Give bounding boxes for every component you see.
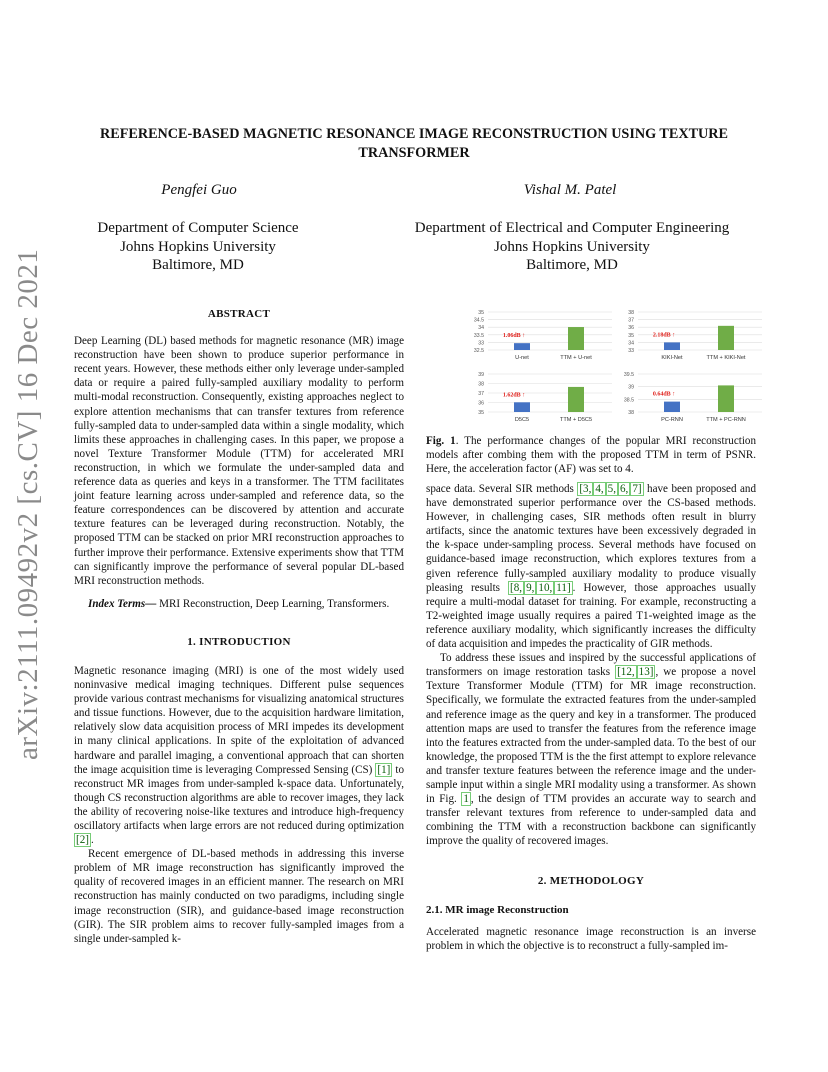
intro-heading: 1. INTRODUCTION <box>187 635 291 648</box>
bar-chart <box>466 368 616 430</box>
y-tick-label: 38 <box>628 410 634 416</box>
affiliation-line: Johns Hopkins University <box>494 238 650 255</box>
arxiv-identifier: arXiv:2111.09492v2 [cs.CV] 16 Dec 2021 <box>12 248 44 760</box>
baseline-bar <box>664 342 680 350</box>
citation-link[interactable]: 7] <box>632 483 642 495</box>
y-tick-label: 37 <box>478 391 484 397</box>
intro-paragraph: Magnetic resonance imaging (MRI) is one of the most widely used noninvasive medical imaging techniques. Different pulse sequences provide various contrast mechanisms for visualizing anatomical structures and tissue functions. However, due to the acquisition hardware limitation, relatively slow data acquisition process of MRI impedes its development in many clinical applications. In spite of the exploitation of advanced hardware and parallel imaging, a conventional approach that can shorten the image acquisition time is leveraging Compressed Sensing (CS) [1] to reconstruct MR images from under-sampled k-space data. Unfortunately, though CS reconstruction algorithms are able to recover images, they lack the ability of recovering noise-like textures and introduce high-frequency oscillatory artifacts when large errors are not reduced during optimization [2] . <box>74 664 404 847</box>
citation-link[interactable]: [12, <box>617 666 635 679</box>
abstract-text: Deep Learning (DL) based methods for magnetic resonance (MR) image reconstruction have been shown to produce superior performance in recent years. However, these methods either only leverage under-sampled data or require a paired fully-sampled auxiliary modality to perform multi-modal reconstruction. Consequently, existing approaches neglect to explore attention mechanisms that can transfer textures from reference fully-sampled data to under-sampled data within a single modality, which limits these approaches in challenging cases. In this paper, we propose a novel Texture Transformer Module (TTM) for accelerated MRI reconstruction, in which we formulate the under-sampled data and reference data as queries and keys in a transformer. The TTM facilitates joint feature learning across under-sampled and reference data, so the feature correspondences can be discovered by attention and accurate texture features can be leveraged during reconstruction. Notably, the proposed TTM can be stacked on prior MRI reconstruction approaches to further improve their performance. Extensive experiments show that TTM can significantly improve the performance of several popular DL-based MRI reconstruction methods. <box>74 335 404 587</box>
y-tick-label: 32.5 <box>473 348 484 354</box>
y-tick-label: 35 <box>628 332 634 339</box>
abstract-heading: ABSTRACT <box>207 308 271 320</box>
bar-chart <box>616 306 766 368</box>
gain-annotation: 1.06dB ↑ <box>502 333 526 340</box>
subsection-heading: 2.1. MR image Reconstruction <box>426 903 569 916</box>
chart-pcrnn <box>616 368 766 430</box>
y-tick-label: 35 <box>478 310 484 316</box>
figure-reference-link[interactable]: 1 <box>463 793 469 806</box>
citation-link[interactable]: [2] <box>76 834 89 847</box>
performance-figure <box>466 306 766 430</box>
x-category-label: KIKI-Net <box>661 355 683 361</box>
y-tick-label: 38 <box>478 381 484 388</box>
citation-link[interactable]: 6, <box>620 483 629 495</box>
citation-link[interactable]: [3, <box>579 483 592 495</box>
figure-caption: Fig. 1. The performance changes of the popular MRI reconstruction models after combing them with the proposed TTM in term of PSNR. Here, the acceleration factor (AF) was set to 4. <box>426 435 757 476</box>
x-category-label: TTM + D5C5 <box>559 417 593 423</box>
citation-link[interactable]: 13] <box>638 666 654 679</box>
y-tick-label: 38.5 <box>623 397 634 404</box>
ttm-bar <box>568 327 584 350</box>
ttm-bar <box>718 326 734 350</box>
y-tick-label: 39.5 <box>623 372 634 378</box>
author-affiliation <box>400 219 744 275</box>
y-tick-label: 36 <box>478 400 484 407</box>
author-name: Pengfei Guo <box>161 182 237 198</box>
chart-kikinet <box>616 306 766 368</box>
y-tick-label: 34 <box>478 325 484 332</box>
citation-link[interactable]: [8, <box>510 581 523 594</box>
y-tick-label: 39 <box>628 384 634 391</box>
bar-chart <box>466 306 616 368</box>
y-tick-label: 39 <box>478 372 484 378</box>
affiliation-line: Baltimore, MD <box>526 257 618 273</box>
affiliation-line: Department of Computer Science <box>97 220 299 236</box>
index-terms <box>74 597 404 611</box>
right-column <box>426 482 756 953</box>
baseline-bar <box>514 402 530 412</box>
author-name: Vishal M. Patel <box>523 182 617 198</box>
citation-link[interactable]: 4, <box>595 483 604 495</box>
chart-d5c5 <box>466 368 616 430</box>
gain-annotation: 1.62dB ↑ <box>502 392 526 399</box>
index-terms-label: Index Terms— <box>88 597 157 610</box>
citation-link[interactable]: 5, <box>607 483 616 495</box>
paper-title: REFERENCE-BASED MAGNETIC RESONANCE IMAGE RECONSTRUCTION USING TEXTURE TRANSFORMER <box>99 126 729 161</box>
x-category-label: TTM + U-net <box>560 355 592 361</box>
affiliation-line: Baltimore, MD <box>152 257 244 273</box>
y-tick-label: 34.5 <box>473 317 484 324</box>
x-category-label: D5C5 <box>514 417 530 423</box>
citation-link[interactable]: 11] <box>556 581 571 594</box>
affiliation-line: Johns Hopkins University <box>120 238 276 255</box>
y-tick-label: 38 <box>628 310 634 316</box>
y-tick-label: 36 <box>628 325 634 332</box>
baseline-bar <box>664 402 680 412</box>
citation-link[interactable]: 10, <box>538 581 553 594</box>
left-column <box>74 307 404 946</box>
ttm-bar <box>718 385 734 412</box>
methodology-heading: 2. METHODOLOGY <box>537 875 645 888</box>
methodology-paragraph: Accelerated magnetic resonance image reconstruction is an inverse problem in which the objective is to reconstruct a fully-sampled im- <box>426 925 756 952</box>
y-tick-label: 33.5 <box>473 332 484 339</box>
figure-label: Fig. 1 <box>426 435 456 447</box>
y-tick-label: 33 <box>628 348 634 354</box>
citation-link[interactable]: 9, <box>526 581 535 594</box>
author-affiliation <box>80 219 316 275</box>
intro-paragraph: Recent emergence of DL-based methods in addressing this inverse problem of MR image reconstruction has significantly improved the quality of recovered images in an efficient manner. The research on MRI reconstruction has mainly conducted on two paradigms, including single image reconstruction (SIR), and guidance-based image reconstruction (GIR). The SIR problem aims to recover fully-sampled images from a single under-sampled k- <box>74 848 404 945</box>
x-category-label: PC-RNN <box>661 417 683 423</box>
baseline-bar <box>514 343 530 350</box>
bar-chart <box>616 368 766 430</box>
gain-annotation: 2.18dB ↑ <box>652 332 676 339</box>
x-category-label: U-net <box>515 355 529 361</box>
intro-paragraph: To address these issues and inspired by the successful applications of transformers on image restoration tasks [12, 13] , we propose a novel Texture Transformer Module (TTM) for MR image reconstruction. Specifically, we formulate the extracted features from the under-sampled and reference image as the query and key in a transformer. The produced attention maps are used to transfer the features from the reference image into the features extracted from the under-sampled data. To the best of our knowledge, the proposed TTM is the the first attempt to explore relevance and transfer texture features between the reference image and the under-sample input within a single MRI modality using a transformer. As shown in Fig. 1 , the design of TTM provides an accurate way to search and transfer relevant textures from reference to under-sampled data and combining the TTM with a reconstruction backbone can significantly improve the quality of recovered images. <box>426 652 757 848</box>
gain-annotation: 0.64dB ↑ <box>652 391 676 398</box>
x-category-label: TTM + PC-RNN <box>706 417 746 423</box>
y-tick-label: 33 <box>478 340 484 347</box>
ttm-bar <box>568 387 584 412</box>
affiliation-line: Department of Electrical and Computer Engineering <box>414 220 730 236</box>
y-tick-label: 37 <box>628 317 634 324</box>
y-tick-label: 34 <box>628 340 634 347</box>
x-category-label: TTM + KIKI-Net <box>706 355 746 361</box>
chart-unet <box>466 306 616 368</box>
index-terms-text: MRI Reconstruction, Deep Learning, Transformers. <box>159 597 390 610</box>
intro-paragraph: space data. Several SIR methods [3, 4, 5, 6, 7] have been proposed and have demonstrated superior performance over the CS-based methods. However, in challenging cases, SIR methods often result in blurry artifacts, since the anatomic textures have been excessively degraded in the k-space under-sampling process. Several methods have focused on guidance-based image reconstruction, which explores textures from a given reference fully-sampled auxiliary modality to produce visually pleasing results [8, 9, 10, 11] . However, those approaches usually require a multi-modal dataset for training. For example, reconstructing a T2-weighted image usually requires a paired T1-weighted image as the reference auxiliary modality, which significantly increases the difficulty of data acquisition and impedes the practicality of GIR methods. <box>426 483 756 651</box>
y-tick-label: 35 <box>478 410 484 416</box>
citation-link[interactable]: [1] <box>377 763 391 776</box>
